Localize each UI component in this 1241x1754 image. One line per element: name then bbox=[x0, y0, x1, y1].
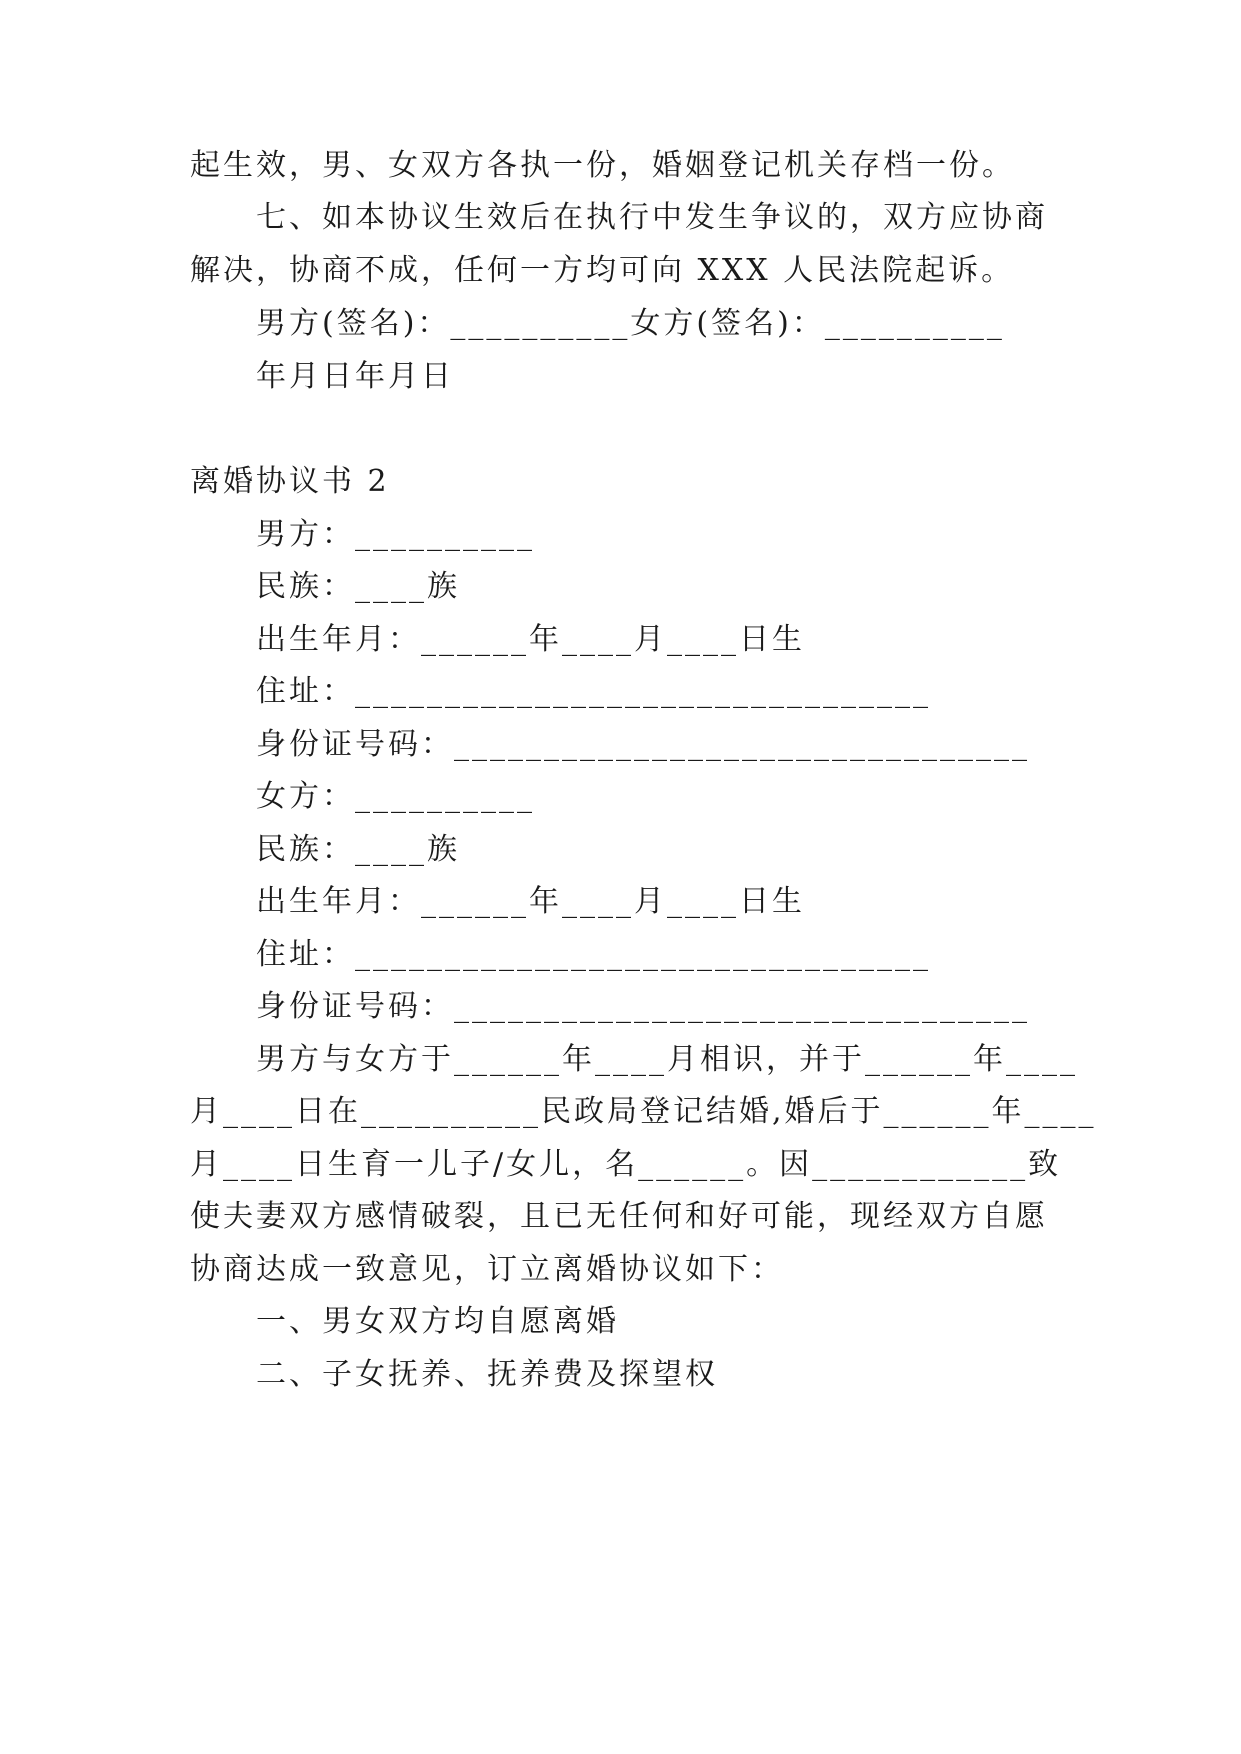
husband-address-field: 住址：________________________________ bbox=[256, 674, 931, 709]
signature-line: 男方(签名)：__________女方(签名)：__________ bbox=[256, 306, 1005, 341]
husband-birth-field: 出生年月：______年____月____日生 bbox=[256, 622, 805, 657]
husband-ethnicity-field: 民族：____族 bbox=[256, 569, 460, 604]
text-line: 起生效，男、女双方各执一份，婚姻登记机关存档一份。 bbox=[190, 148, 1015, 183]
husband-name-field: 男方：__________ bbox=[256, 517, 535, 552]
clause-7-line: 七、如本协议生效后在执行中发生争议的，双方应协商 bbox=[256, 200, 1048, 235]
text-line: 解决，协商不成，任何一方均可向 XXX 人民法院起诉。 bbox=[190, 253, 1015, 288]
date-line: 年月日年月日 bbox=[256, 359, 454, 394]
paragraph-line: 月____日在__________民政局登记结婚,婚后于______年____ bbox=[190, 1094, 1097, 1129]
paragraph-line: 协商达成一致意见，订立离婚协议如下： bbox=[190, 1252, 784, 1287]
wife-id-field: 身份证号码：________________________________ bbox=[256, 989, 1030, 1024]
wife-address-field: 住址：________________________________ bbox=[256, 937, 931, 972]
wife-birth-field: 出生年月：______年____月____日生 bbox=[256, 884, 805, 919]
clause-2-line: 二、子女抚养、抚养费及探望权 bbox=[256, 1357, 718, 1392]
wife-name-field: 女方：__________ bbox=[256, 779, 535, 814]
section-title: 离婚协议书 2 bbox=[190, 464, 390, 499]
wife-ethnicity-field: 民族：____族 bbox=[256, 832, 460, 867]
clause-1-line: 一、男女双方均自愿离婚 bbox=[256, 1304, 619, 1339]
paragraph-line: 使夫妻双方感情破裂，且已无任何和好可能，现经双方自愿 bbox=[190, 1199, 1048, 1234]
husband-id-field: 身份证号码：________________________________ bbox=[256, 727, 1030, 762]
paragraph-line: 月____日生育一儿子/女儿，名______。因____________致 bbox=[190, 1147, 1062, 1182]
paragraph-line: 男方与女方于______年____月相识，并于______年____ bbox=[256, 1042, 1078, 1077]
